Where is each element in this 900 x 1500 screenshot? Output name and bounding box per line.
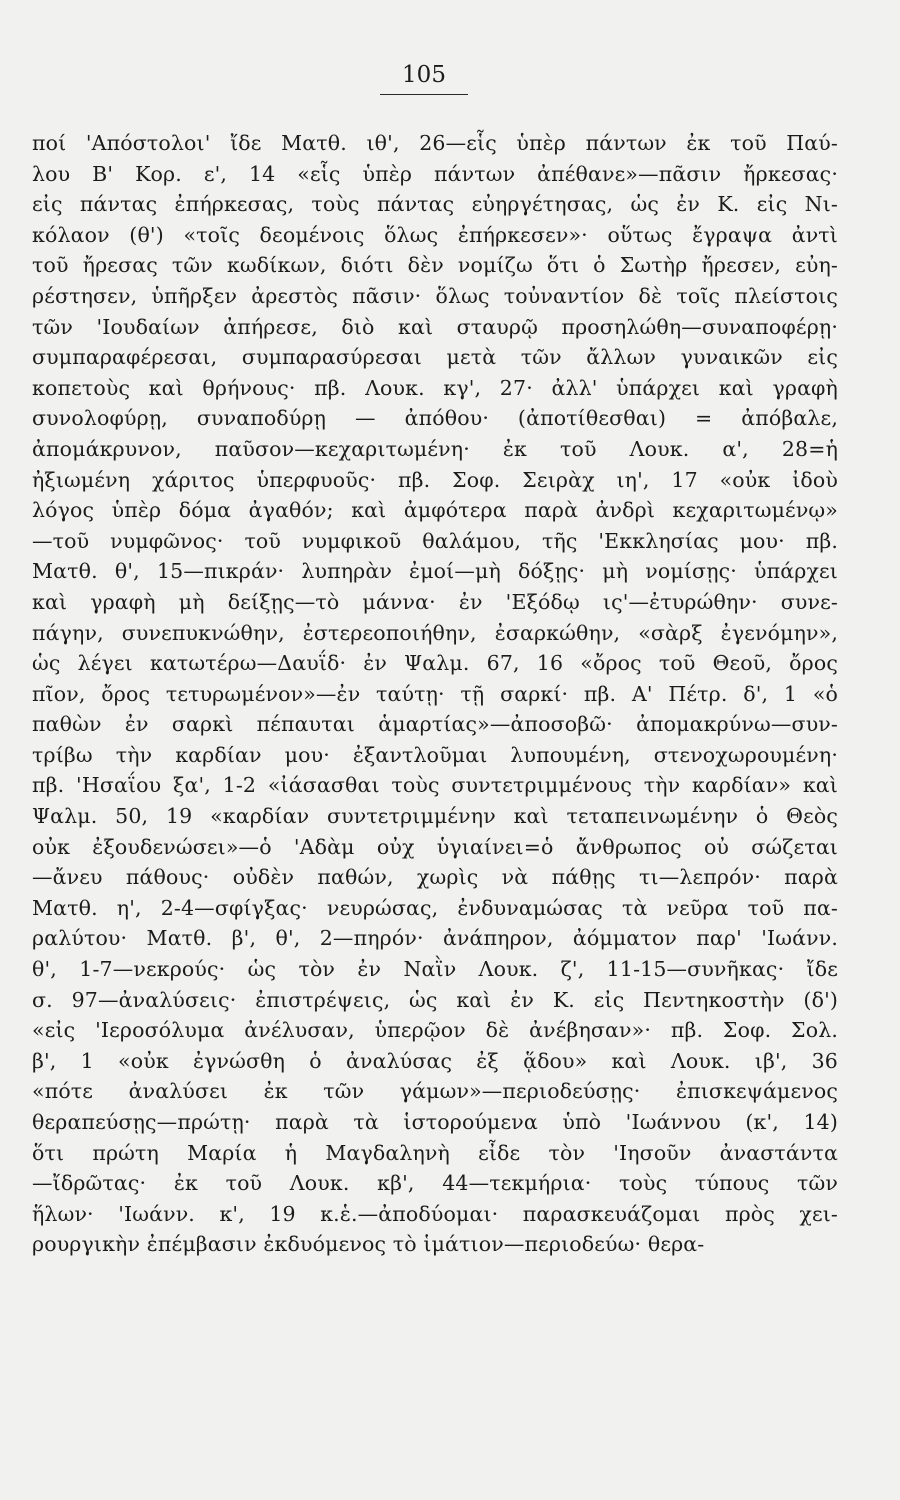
text-line: ποί 'Απόστολοι' ἴδε Ματθ. ιθ', 26—εἷς ὑπὲρ πάντων ἐκ τοῦ Παύ- (32, 131, 838, 155)
text-line: β', 1 «οὐκ ἐγνώσθη ὁ ἀναλύσας ἐξ ᾅδου» καὶ Λουκ. ιβ', 36 (32, 1048, 838, 1073)
text-line: λου Β' Κορ. ε', 14 «εἷς ὑπὲρ πάντων ἀπέθανε»—πᾶσιν ἤρκεσας· (32, 161, 838, 186)
text-line: παθὼν ἐν σαρκὶ πέπαυται ἁμαρτίας»—ἀποσοβῶ· ἀπομακρύνω—συν- (32, 712, 838, 737)
body-text (32, 128, 838, 1260)
text-line: —ἴδρῶτας· ἐκ τοῦ Λουκ. κβ', 44—τεκμήρια· τοὺς τύπους τῶν (32, 1171, 838, 1196)
text-line: —τοῦ νυμφῶνος· τοῦ νυμφικοῦ θαλάμου, τῆς 'Εκκλησίας μου· πβ. (32, 528, 838, 553)
text-line: πβ. 'Ησαΐου ξα', 1-2 «ἰάσασθαι τοὺς συντετριμμένους τὴν καρδίαν» καὶ (32, 773, 838, 798)
text-line: ραλύτου· Ματθ. β', θ', 2—πηρόν· ἀνάπηρον, ἀόμματον παρ' 'Ιωάνν. (32, 926, 838, 951)
text-line: θεραπεύσῃς—πρώτῃ· παρὰ τὰ ἱστορούμενα ὑπὸ 'Ιωάννου (κ', 14) (32, 1110, 838, 1134)
text-line: τῶν 'Ιουδαίων ἀπήρεσε, διὸ καὶ σταυρῷ προσηλώθη—συναποφέρῃ· (32, 314, 838, 339)
text-line: Ματθ. η', 2-4—σφίγξας· νευρώσας, ἐνδυναμώσας τὰ νεῦρα τοῦ πα- (32, 895, 838, 920)
text-line: ἀπομάκρυνον, παῦσον—κεχαριτωμένη· ἐκ τοῦ Λουκ. α', 28=ἡ (32, 436, 838, 461)
text-line: ἠξιωμένη χάριτος ὑπερφυοῦς· πβ. Σοφ. Σειρὰχ ιη', 17 «οὐκ ἰδοὺ (32, 467, 838, 492)
text-line: κόλαον (θ') «τοῖς δεομένοις ὅλως ἐπήρκεσεν»· οὕτως ἔγραψα ἀντὶ (32, 222, 838, 247)
text-line: ρέστησεν, ὑπῆρξεν ἀρεστὸς πᾶσιν· ὅλως τοὐναντίον δὲ τοῖς πλείστοις (32, 283, 838, 308)
text-line: κοπετοὺς καὶ θρήνους· πβ. Λουκ. κγ', 27· ἀλλ' ὑπάρχει καὶ γραφὴ (32, 375, 838, 400)
text-line: —ἄνευ πάθους· οὐδὲν παθών, χωρὶς νὰ πάθῃς τι—λεπρόν· παρὰ (32, 865, 838, 890)
text-line: «εἰς 'Ιεροσόλυμα ἀνέλυσαν, ὑπερῷον δὲ ἀνέβησαν»· πβ. Σοφ. Σολ. (32, 1018, 838, 1043)
text-line: πῖον, ὄρος τετυρωμένον»—ἐν ταύτῃ· τῇ σαρκί· πβ. Α' Πέτρ. δ', 1 «ὁ (32, 681, 838, 706)
page-number: 105 (380, 62, 468, 95)
text-line: θ', 1-7—νεκρούς· ὡς τὸν ἐν Ναῒν Λουκ. ζ', 11-15—συνῆκας· ἴδε (32, 957, 838, 982)
text-line: λόγος ὑπὲρ δόμα ἀγαθόν; καὶ ἀμφότερα παρὰ ἀνδρὶ κεχαριτωμένῳ» (32, 498, 838, 523)
text-line: συνολοφύρῃ, συναποδύρῃ — ἀπόθου· (ἀποτίθεσθαι) = ἀπόβαλε, (32, 406, 838, 431)
text-line: σ. 97—ἀναλύσεις· ἐπιστρέψεις, ὡς καὶ ἐν Κ. εἰς Πεντηκοστὴν (δ') (32, 987, 838, 1012)
text-line: ὅτι πρώτη Μαρία ἡ Μαγδαληνὴ εἶδε τὸν 'Ιησοῦν ἀναστάντα (32, 1140, 838, 1165)
text-line: συμπαραφέρεσαι, συμπαρασύρεσαι μετὰ τῶν ἄλλων γυναικῶν εἰς (32, 345, 838, 370)
text-line: Ψαλμ. 50, 19 «καρδίαν συντετριμμένην καὶ τεταπεινωμένην ὁ Θεὸς (32, 804, 838, 829)
text-line: εἰς πάντας ἐπήρκεσας, τοὺς πάντας εὐηργέτησας, ὡς ἐν Κ. εἰς Νι- (32, 192, 838, 217)
text-line: ἥλων· 'Ιωάνν. κ', 19 κ.ἑ.—ἀποδύομαι· παρασκευάζομαι πρὸς χει- (32, 1201, 838, 1226)
text-line: πάγην, συνεπυκνώθην, ἐστερεοποιήθην, ἐσαρκώθην, «σὰρξ ἐγενόμην», (32, 620, 838, 645)
text-line: Ματθ. θ', 15—πικράν· λυπηρὰν ἐμοί—μὴ δόξῃς· μὴ νομίσῃς· ὑπάρχει (32, 559, 838, 584)
text-line: τοῦ ἤρεσας τῶν κωδίκων, διότι δὲν νομίζω ὅτι ὁ Σωτὴρ ἤρεσεν, εὐη- (32, 253, 838, 278)
text-line: ὡς λέγει κατωτέρω—Δαυΐδ· ἐν Ψαλμ. 67, 16 «ὄρος τοῦ Θεοῦ, ὄρος (32, 651, 838, 676)
text-line: καὶ γραφὴ μὴ δείξῃς—τὸ μάννα· ἐν 'Εξόδῳ ις'—ἐτυρώθην· συνε- (32, 589, 838, 614)
text-line: οὐκ ἐξουδενώσει»—ὁ 'Αδὰμ οὐχ ὑγιαίνει=ὁ ἄνθρωπος οὐ σώζεται (32, 834, 838, 859)
text-line: «πότε ἀναλύσει ἐκ τῶν γάμων»—περιοδεύσῃς· ἐπισκεψάμενος (32, 1079, 838, 1104)
text-line: ρουργικὴν ἐπέμβασιν ἐκδυόμενος τὸ ἱμάτιον—περιοδεύω· θερα- (32, 1232, 705, 1257)
text-line: τρίβω τὴν καρδίαν μου· ἐξαντλοῦμαι λυπουμένη, στενοχωρουμένη· (32, 742, 838, 767)
